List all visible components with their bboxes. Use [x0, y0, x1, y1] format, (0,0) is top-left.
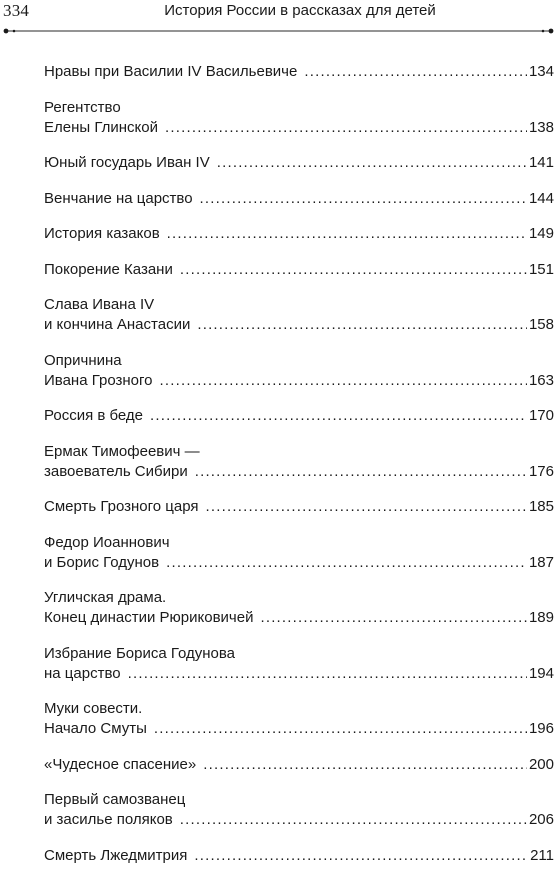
toc-entry-last-line — [44, 462, 554, 482]
toc-entry-page-number: 211 — [530, 846, 554, 864]
toc-entry-page-number: 176 — [528, 462, 554, 480]
toc-entry-last-line — [44, 810, 554, 830]
toc-entry-title-line: Муки совести. — [44, 700, 143, 717]
toc-entry — [44, 644, 554, 684]
toc-entry-page-number: 185 — [528, 498, 554, 515]
header-rule-dot-right-outer — [549, 29, 554, 34]
toc-entry-last-line — [44, 260, 554, 280]
toc-entry-page-number: 194 — [528, 664, 554, 682]
toc-entry-page-number: 206 — [528, 811, 554, 828]
toc-entry-title-line: завоеватель Сибири — [44, 462, 188, 480]
toc-entry — [44, 260, 554, 280]
dot-leader — [167, 224, 527, 244]
toc-entry-title-line: «Чудесное спасение» — [44, 755, 197, 773]
running-title: История России в рассказах для детей — [164, 2, 436, 19]
header-rule — [0, 28, 557, 34]
toc-entry-title-line: Ивана Грозного — [44, 371, 153, 389]
toc-entry-title-line: на царство — [44, 664, 121, 682]
toc-entry — [44, 62, 554, 82]
toc-entry — [44, 406, 554, 426]
dot-leader — [128, 664, 527, 684]
toc-entry-last-line — [44, 315, 554, 335]
toc-entry — [44, 351, 554, 391]
toc-entry-title-line: и кончина Анастасии — [44, 316, 191, 333]
toc-entry — [44, 295, 554, 335]
toc-entry-last-line — [44, 846, 554, 866]
toc-entry-last-line — [44, 153, 554, 173]
toc-entry-page-number: 138 — [528, 118, 554, 136]
toc-entry-title-line: Елены Глинской — [44, 118, 158, 136]
dot-leader — [160, 371, 527, 391]
toc-entry-last-line — [44, 553, 554, 573]
toc-entry-last-line — [44, 497, 554, 517]
toc-entry — [44, 533, 554, 573]
toc-entry — [44, 224, 554, 244]
header-rule-dot-left-inner — [13, 30, 16, 33]
toc-entry-page-number: 158 — [528, 316, 554, 333]
dot-leader — [200, 189, 527, 209]
header-rule-dot-right-inner — [542, 30, 545, 33]
toc-entry-title-line: Смерть Грозного царя — [44, 498, 199, 515]
toc-entry-title-line: Начало Смуты — [44, 720, 147, 737]
toc-entry-last-line — [44, 406, 554, 426]
dot-leader — [154, 719, 527, 739]
toc-entry-page-number: 187 — [528, 553, 554, 571]
toc-entry-title-line: Конец династии Рюриковичей — [44, 609, 254, 626]
dot-leader — [150, 406, 527, 426]
toc-entry-last-line — [44, 371, 554, 391]
toc-entry-title-line: Регентство — [44, 98, 121, 116]
toc-entry-title-line: Первый самозванец — [44, 791, 186, 808]
dot-leader — [197, 315, 527, 335]
toc-entry-last-line — [44, 719, 554, 739]
toc-entry — [44, 846, 554, 866]
toc-entry — [44, 755, 554, 775]
toc-entry-title-line: История казаков — [44, 225, 160, 242]
toc-entry-title-line: и засилье поляков — [44, 811, 173, 828]
dot-leader — [194, 846, 528, 866]
toc-entry-page-number: 170 — [528, 407, 554, 424]
dot-leader — [180, 810, 527, 830]
dot-leader — [165, 118, 527, 138]
header-rule-dot-left-outer — [4, 29, 9, 34]
toc-entry — [44, 153, 554, 173]
toc-entry-page-number: 134 — [528, 63, 554, 80]
dot-leader — [203, 755, 527, 775]
toc-entry-last-line — [44, 189, 554, 209]
toc-entry-title-line: Федор Иоаннович — [44, 533, 170, 551]
toc-entry-title-line: Венчание на царство — [44, 189, 193, 207]
dot-leader — [304, 62, 527, 82]
page-header — [0, 0, 557, 40]
toc-entry-page-number: 196 — [528, 720, 554, 737]
toc-entry-last-line — [44, 118, 554, 138]
toc-entry-title-line: Опричнина — [44, 351, 122, 369]
toc-entry-page-number: 149 — [528, 225, 554, 242]
dot-leader — [195, 462, 527, 482]
toc-entry-title-line: Слава Ивана IV — [44, 296, 155, 313]
toc-entry — [44, 790, 554, 830]
toc-entry-page-number: 163 — [528, 371, 554, 389]
toc-entry-title-line: Ермак Тимофеевич — — [44, 442, 200, 460]
toc-entry-page-number: 151 — [528, 260, 554, 278]
toc-entry — [44, 699, 554, 739]
toc-entry — [44, 98, 554, 138]
toc-entry-title-line: и Борис Годунов — [44, 553, 160, 571]
toc-entry-last-line — [44, 755, 554, 775]
toc-entry-page-number: 144 — [528, 189, 554, 207]
toc-entry-page-number: 200 — [528, 755, 554, 773]
dot-leader — [260, 608, 527, 628]
toc-entry — [44, 189, 554, 209]
toc-entry-last-line — [44, 62, 554, 82]
dot-leader — [180, 260, 527, 280]
toc-entry-title-line: Россия в беде — [44, 407, 144, 424]
toc-entry — [44, 588, 554, 628]
toc-entry-title-line: Угличская драма. — [44, 589, 167, 606]
toc-entry-page-number: 141 — [528, 154, 554, 171]
toc-entry-last-line — [44, 224, 554, 244]
page-number: 334 — [3, 1, 30, 20]
table-of-contents — [44, 62, 554, 881]
toc-entry-last-line — [44, 608, 554, 628]
toc-entry-page-number: 189 — [528, 609, 554, 626]
toc-entry-last-line — [44, 664, 554, 684]
dot-leader — [206, 497, 527, 517]
toc-entry — [44, 497, 554, 517]
toc-entry-title-line: Юный государь Иван IV — [44, 154, 210, 171]
toc-entry-title-line: Избрание Бориса Годунова — [44, 644, 236, 662]
dot-leader — [166, 553, 527, 573]
toc-entry-title-line: Покорение Казани — [44, 260, 173, 278]
toc-entry — [44, 442, 554, 482]
toc-entry-title-line: Нравы при Василии IV Васильевиче — [44, 63, 298, 80]
toc-entry-title-line: Смерть Лжедмитрия — [44, 846, 188, 864]
dot-leader — [217, 153, 527, 173]
